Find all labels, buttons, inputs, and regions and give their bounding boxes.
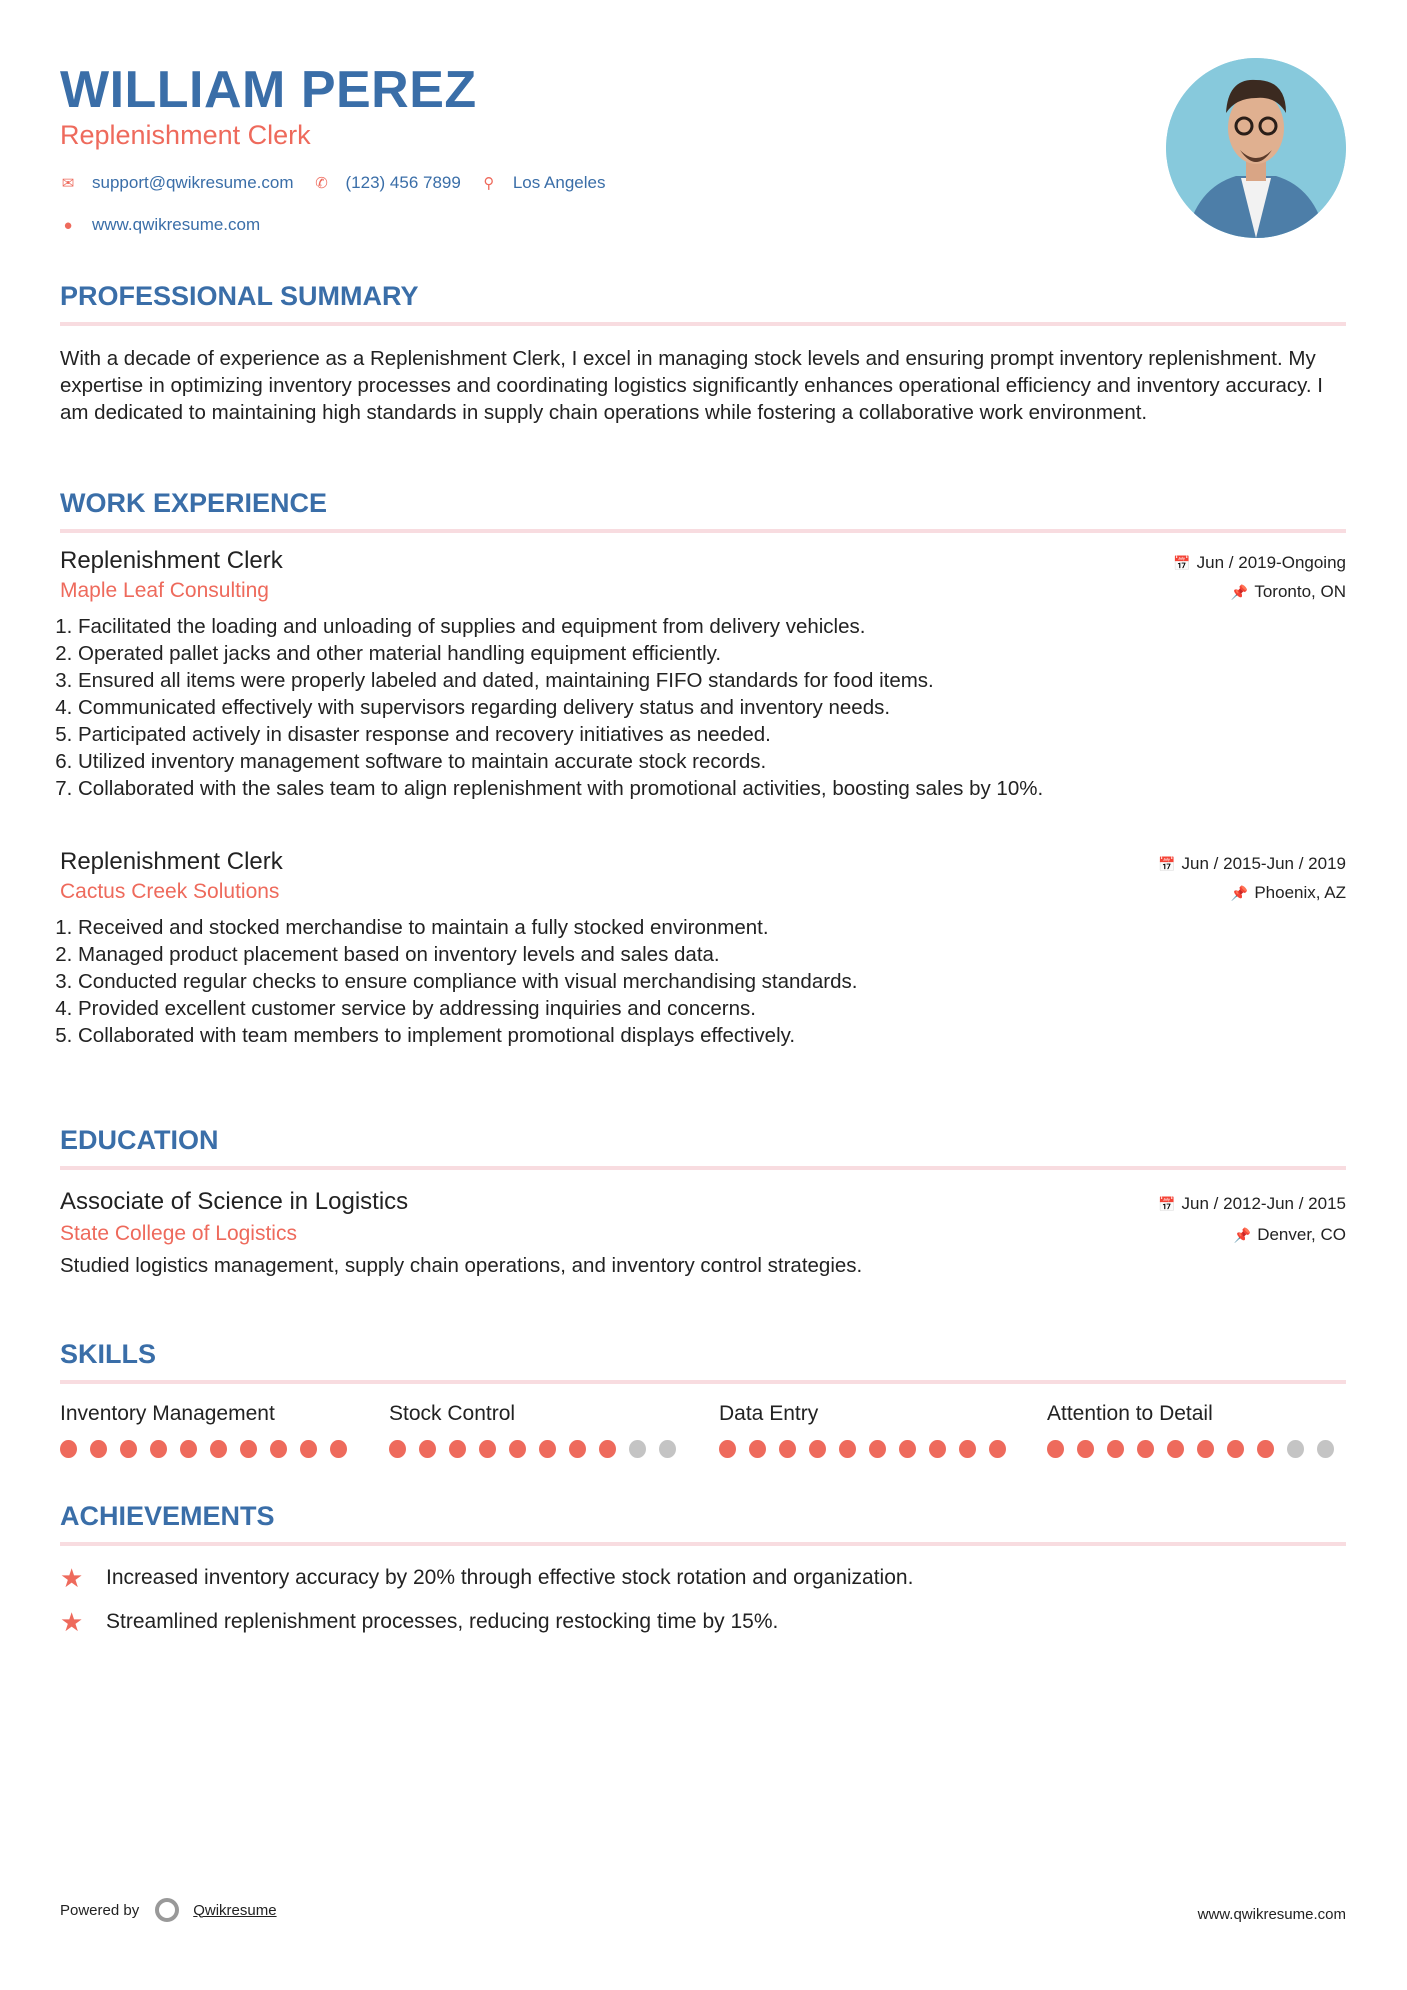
rating-dot-filled [1077, 1440, 1094, 1458]
rating-dot-filled [270, 1440, 287, 1458]
rating-dot-filled [120, 1440, 137, 1458]
rating-dot-filled [1137, 1440, 1154, 1458]
skill-item [389, 1402, 689, 1458]
skill-rating [389, 1440, 689, 1458]
summary-section [60, 281, 1346, 426]
skill-name: Attention to Detail [1047, 1402, 1213, 1425]
section-divider [60, 1166, 1346, 1170]
job-bullets [60, 613, 1346, 802]
pin-icon: 📌 [1230, 584, 1249, 600]
achievement-item [60, 1600, 1346, 1644]
skill-rating [1047, 1440, 1347, 1458]
job-entry [60, 848, 1346, 1049]
rating-dot-filled [210, 1440, 227, 1458]
job-company: Cactus Creek Solutions [60, 880, 280, 903]
rating-dot-filled [180, 1440, 197, 1458]
achievement-item [60, 1556, 1346, 1600]
qwikresume-logo-icon [155, 1898, 179, 1922]
achievement-text: Streamlined replenishment processes, reducing restocking time by 15%. [106, 1610, 779, 1633]
rating-dot-filled [809, 1440, 826, 1458]
rating-dot-filled [1197, 1440, 1214, 1458]
star-icon: ★ [60, 1606, 84, 1637]
phone-icon: ✆ [315, 175, 328, 192]
footer-left [60, 1898, 277, 1922]
rating-dot-filled [1107, 1440, 1124, 1458]
calendar-icon: 📅 [1173, 555, 1191, 571]
profile-photo [1166, 58, 1346, 238]
rating-dot-filled [449, 1440, 466, 1458]
education-section [60, 1125, 1346, 1279]
rating-dot-filled [839, 1440, 856, 1458]
contact-row [60, 173, 625, 193]
bullet: 2. Operated pallet jacks and other material handling equipment efficiently. [78, 640, 1346, 667]
school: State College of Logistics [60, 1222, 297, 1245]
globe-icon: ● [63, 216, 73, 234]
bullet: 3. Conducted regular checks to ensure compliance with visual merchandising standards. [78, 968, 1346, 995]
skill-rating [60, 1440, 360, 1458]
bullet: 4. Communicated effectively with supervisors regarding delivery status and inventory needs. [78, 694, 1346, 721]
bullet: 7. Collaborated with the sales team to align replenishment with promotional activities, boosting sales by 10%. [78, 775, 1346, 802]
phone-text: (123) 456 7899 [345, 173, 461, 192]
bullet: 1. Received and stocked merchandise to maintain a fully stocked environment. [78, 914, 1346, 941]
rating-dot-filled [479, 1440, 496, 1458]
skill-name: Inventory Management [60, 1402, 275, 1425]
website-link[interactable]: www.qwikresume.com [92, 215, 261, 234]
job-dates: Jun / 2019-Ongoing [1196, 553, 1346, 572]
rating-dot-filled [899, 1440, 916, 1458]
rating-dot-empty [659, 1440, 676, 1458]
rating-dot-filled [150, 1440, 167, 1458]
skills-heading: SKILLS [60, 1339, 157, 1369]
experience-section [60, 488, 1346, 533]
job-bullets [60, 914, 1346, 1049]
email-link[interactable]: support@qwikresume.com [92, 173, 294, 192]
map-pin-icon: ⚲ [483, 175, 495, 192]
rating-dot-filled [539, 1440, 556, 1458]
rating-dot-filled [929, 1440, 946, 1458]
rating-dot-filled [1227, 1440, 1244, 1458]
rating-dot-filled [959, 1440, 976, 1458]
bullet: 3. Ensured all items were properly labeled and dated, maintaining FIFO standards for food items. [78, 667, 1346, 694]
rating-dot-filled [1257, 1440, 1274, 1458]
section-divider [60, 1380, 1346, 1384]
education-description: Studied logistics management, supply chain operations, and inventory control strategies. [60, 1254, 863, 1277]
powered-by-label: Powered by [60, 1901, 140, 1919]
rating-dot-filled [509, 1440, 526, 1458]
rating-dot-filled [569, 1440, 586, 1458]
skill-rating [719, 1440, 1019, 1458]
star-icon: ★ [60, 1562, 84, 1593]
envelope-icon: ✉ [61, 175, 75, 192]
bullet: 4. Provided excellent customer service by addressing inquiries and concerns. [78, 995, 1346, 1022]
rating-dot-filled [60, 1440, 77, 1458]
bullet: 1. Facilitated the loading and unloading of supplies and equipment from delivery vehicles. [78, 613, 1346, 640]
section-divider [60, 322, 1346, 326]
skill-item [1047, 1402, 1347, 1458]
degree: Associate of Science in Logistics [60, 1188, 409, 1215]
achievements-heading: ACHIEVEMENTS [60, 1501, 275, 1531]
bullet: 5. Collaborated with team members to implement promotional displays effectively. [78, 1022, 1346, 1049]
job-location: Toronto, ON [1254, 582, 1346, 601]
rating-dot-filled [1047, 1440, 1064, 1458]
skill-item [60, 1402, 360, 1458]
achievements-section [60, 1501, 1346, 1644]
rating-dot-filled [989, 1440, 1006, 1458]
bullet: 6. Utilized inventory management software to maintain accurate stock records. [78, 748, 1346, 775]
achievement-text: Increased inventory accuracy by 20% through effective stock rotation and organization. [106, 1566, 914, 1589]
job-role: Replenishment Clerk [60, 848, 283, 875]
skill-name: Data Entry [719, 1402, 819, 1425]
website-row [60, 215, 280, 235]
rating-dot-empty [1317, 1440, 1334, 1458]
section-divider [60, 1542, 1346, 1546]
calendar-icon: 📅 [1158, 1196, 1176, 1212]
section-divider [60, 529, 1346, 533]
rating-dot-filled [300, 1440, 317, 1458]
summary-heading: PROFESSIONAL SUMMARY [60, 281, 419, 311]
bullet: 2. Managed product placement based on inventory levels and sales data. [78, 941, 1346, 968]
job-company: Maple Leaf Consulting [60, 579, 269, 602]
pin-icon: 📌 [1233, 1227, 1252, 1243]
summary-text: With a decade of experience as a Replenishment Clerk, I excel in managing stock levels and ensuring prompt inventory replenishment. My expertise in optimizing inventory processes and coordinating logistics significantly enhances operational efficiency and inventory accuracy. I am dedicated to maintaining high standards in supply chain operations while fostering a collaborative work environment. [60, 347, 1323, 424]
brand-link[interactable]: Qwikresume [193, 1901, 277, 1919]
skills-section [60, 1339, 1346, 1384]
rating-dot-filled [419, 1440, 436, 1458]
candidate-name: WILLIAM PEREZ [60, 61, 477, 119]
calendar-icon: 📅 [1158, 856, 1176, 872]
rating-dot-filled [719, 1440, 736, 1458]
experience-heading: WORK EXPERIENCE [60, 488, 328, 518]
job-entry [60, 547, 1346, 802]
job-role: Replenishment Clerk [60, 547, 283, 574]
rating-dot-filled [599, 1440, 616, 1458]
location-text: Los Angeles [512, 173, 606, 192]
education-location: Denver, CO [1257, 1225, 1346, 1244]
job-dates: Jun / 2015-Jun / 2019 [1181, 854, 1346, 873]
rating-dot-empty [1287, 1440, 1304, 1458]
education-heading: EDUCATION [60, 1125, 219, 1155]
rating-dot-filled [90, 1440, 107, 1458]
rating-dot-filled [240, 1440, 257, 1458]
education-dates: Jun / 2012-Jun / 2015 [1181, 1194, 1346, 1213]
pin-icon: 📌 [1230, 885, 1249, 901]
rating-dot-filled [869, 1440, 886, 1458]
rating-dot-filled [749, 1440, 766, 1458]
skill-item [719, 1402, 1019, 1458]
bullet: 5. Participated actively in disaster response and recovery initiatives as needed. [78, 721, 1346, 748]
candidate-title: Replenishment Clerk [60, 120, 311, 150]
footer-website[interactable]: www.qwikresume.com [1197, 1906, 1346, 1923]
rating-dot-empty [629, 1440, 646, 1458]
rating-dot-filled [779, 1440, 796, 1458]
job-location: Phoenix, AZ [1254, 883, 1346, 902]
rating-dot-filled [330, 1440, 347, 1458]
rating-dot-filled [1167, 1440, 1184, 1458]
skill-name: Stock Control [389, 1402, 516, 1425]
rating-dot-filled [389, 1440, 406, 1458]
